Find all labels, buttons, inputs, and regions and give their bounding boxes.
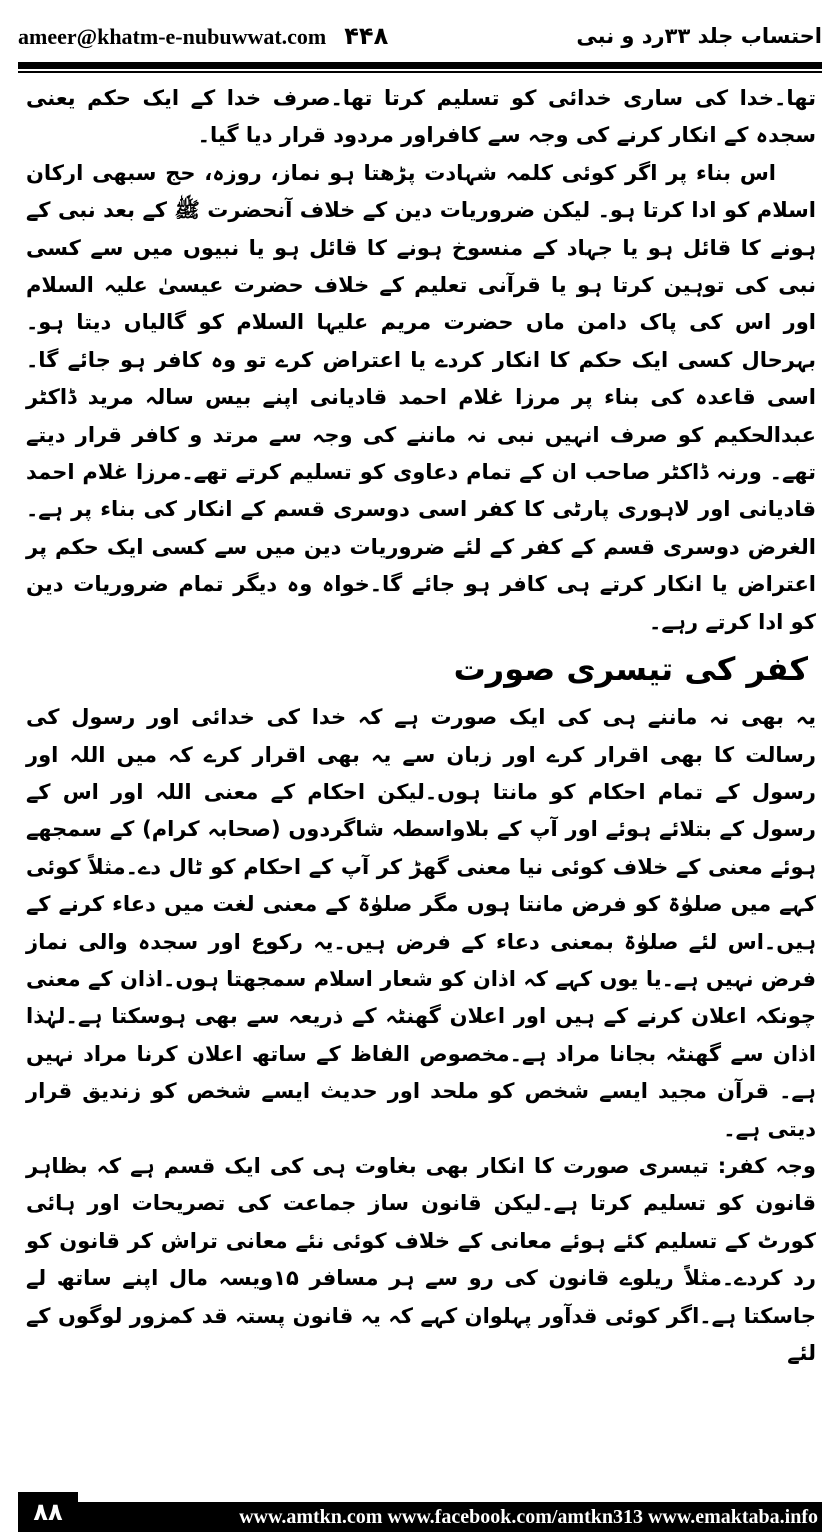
paragraph-1: تھا۔خدا کی ساری خدائی کو تسلیم کرتا تھا۔صرف خدا کے ایک حکم یعنی سجدہ کے انکار کرنے کی وجہ سے کافراور مردود قرار دیا گیا۔: [26, 86, 816, 148]
header-page-number: ۴۴۸: [344, 22, 389, 50]
footer-links[interactable]: www.amtkn.com www.facebook.com/amtkn313 www.emaktaba.info: [239, 1505, 818, 1528]
header-rule-thick: [18, 62, 822, 69]
header-left: [18, 22, 388, 50]
section-paragraph-2: وجہ کفر: تیسری صورت کا انکار بھی بغاوت ہی کی ایک قسم ہے کہ بظاہر قانون کو تسلیم کرتا ہے۔لیکن قانون ساز جماعت کی تصریحات اور ہائی کورٹ کے تسلیم کئے ہوئے معانی کے خلاف کوئی نئے معانی تراش کر قانون کو رد کردے۔مثلاً ریلوے قانون کی رو سے ہر مسافر ۱۵ویسہ مال اپنے ساتھ لے جاسکتا ہے۔اگر کوئی قدآور پہلوان کہے کہ یہ قانون پستہ قد کمزور لوگوں کے لئے: [26, 1153, 816, 1365]
running-title: احتساب جلد ۳۳رد و نبی: [576, 24, 822, 48]
header-email: ameer@khatm-e-nubuwwat.com: [18, 24, 327, 49]
section-heading: کفر کی تیسری صورت: [453, 650, 808, 689]
body-text: [26, 80, 816, 1372]
footer-page-badge: ۸۸: [18, 1492, 78, 1532]
section-paragraph-1: یہ بھی نہ ماننے ہی کی ایک صورت ہے کہ خدا کی خدائی اور رسول کی رسالت کا بھی اقرار کرے اور زبان سے یہ بھی اقرار کرے کہ میں اللہ اور رسول کے تمام احکام کو مانتا ہوں۔لیکن احکام کے معنی اللہ اور اس کے رسول کے بتلائے ہوئے اور آپ کے بلاواسطہ شاگردوں (صحابہ کرام) کے سمجھے ہوئے معنی کے خلاف کوئی نیا معنی گھڑ کر آپ کے احکام کو ٹال دے۔مثلاً کوئی کہے میں صلوٰۃ کو فرض مانتا ہوں مگر صلوٰۃ کے معنی لغت میں دعاء کرنے کے ہیں۔اس لئے صلوٰۃ بمعنی دعاء کے فرض ہیں۔یہ رکوع اور سجدہ والی نماز فرض نہیں ہے۔یا یوں کہے کہ اذان کو شعار اسلام سمجھتا ہوں۔اذان کے معنی چونکہ اعلان کرنے کے ہیں اور اعلان گھنٹہ کے ذریعہ سے بھی ہوسکتا ہے۔لہٰذا اذان سے گھنٹہ بجانا مراد ہے۔مخصوص الفاظ کے ساتھ اعلان کرنا مراد نہیں ہے۔ قرآن مجید ایسے شخص کو ملحد اور حدیث ایسے شخص کو زندیق قرار دیتی ہے۔: [26, 705, 816, 1141]
paragraph-2: اس بناء پر اگر کوئی کلمہ شہادت پڑھتا ہو نماز، روزہ، حج سبھی ارکان اسلام کو ادا کرتا ہو۔ لیکن ضروریات دین کے خلاف آنحضرت ﷺ کے بعد نبی کے ہونے کا قائل ہو یا جہاد کے منسوخ ہونے کا قائل ہو یا نبیوں میں سے کسی نبی کی توہین کرتا ہو یا قرآنی تعلیم کے خلاف حضرت عیسیٰ علیہ السلام اور اس کی پاک دامن ماں حضرت مریم علیہا السلام کو گالیاں دیتا ہو۔بہرحال کسی ایک حکم کا انکار کردے یا اعتراض کرے تو وہ کافر ہو جائے گا۔اسی قاعدہ کی بناء پر مرزا غلام احمد قادیانی اپنے بیس سالہ مرید ڈاکٹر عبدالحکیم کو صرف انہیں نبی نہ ماننے کی وجہ سے مرتد و کافر قرار دیتے تھے۔ ورنہ ڈاکٹر صاحب ان کے تمام دعاوی کو تسلیم کرتے تھے۔مرزا غلام احمد قادیانی اور لاہوری پارٹی کا کفر اسی دوسری قسم کے انکار کی بناء پر ہے۔الغرض دوسری قسم کے کفر کے لئے ضروریات دین میں سے کسی ایک حکم پر اعتراض یا انکار کرتے ہی کافر ہو جائے گا۔خواہ وہ دیگر تمام ضروریات دین کو ادا کرتے رہے۔: [26, 160, 816, 634]
page-header: [18, 14, 822, 58]
header-rule-thin: [18, 71, 822, 73]
page-footer: [18, 1492, 822, 1532]
